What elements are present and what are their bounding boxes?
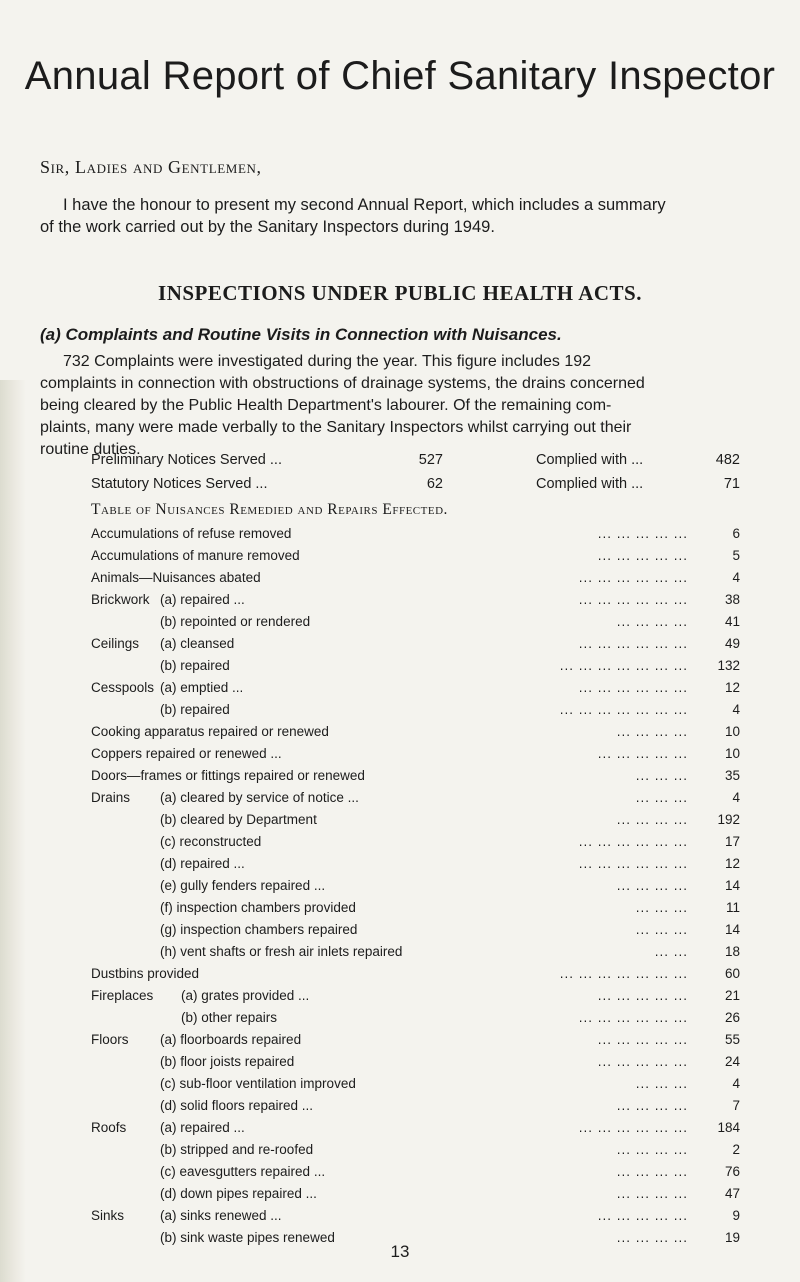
row-item: (a) repaired ... xyxy=(160,592,245,607)
table-row xyxy=(0,944,800,966)
paragraph-line: 732 Complaints were investigated during the year. This figure includes 192 xyxy=(63,353,592,370)
row-leader-dots: ... ... ... ... ... xyxy=(597,548,688,563)
row-category: Dustbins provided xyxy=(91,966,200,981)
row-item: (c) eavesgutters repaired ... xyxy=(160,1164,326,1179)
row-count: 4 xyxy=(732,790,740,805)
row-count: 76 xyxy=(724,1164,740,1179)
row-count: 19 xyxy=(724,1230,740,1245)
row-leader-dots: ... ... ... ... ... ... ... xyxy=(559,966,688,981)
paragraph-line: complaints in connection with obstructions of drainage systems, the drains concerned xyxy=(40,375,645,392)
row-item: (d) down pipes repaired ... xyxy=(160,1186,317,1201)
table-row xyxy=(0,680,800,702)
row-count: 14 xyxy=(724,922,740,937)
row-item: (a) floorboards repaired xyxy=(160,1032,302,1047)
row-leader-dots: ... ... ... xyxy=(635,790,688,805)
table-row xyxy=(0,900,800,922)
notice-label: Preliminary Notices Served ... xyxy=(91,452,282,468)
row-item: (d) repaired ... xyxy=(160,856,245,871)
row-category: Animals—Nuisances abated xyxy=(91,570,261,585)
row-item: (e) gully fenders repaired ... xyxy=(160,878,326,893)
row-category: Cesspools xyxy=(91,680,155,695)
row-item: (a) grates provided ... xyxy=(181,988,310,1003)
row-count: 192 xyxy=(717,812,740,827)
row-leader-dots: ... ... ... ... ... xyxy=(597,1208,688,1223)
paragraph-line: plaints, many were made verbally to the Sanitary Inspectors whilst carrying out their xyxy=(40,419,632,436)
row-count: 4 xyxy=(732,1076,740,1091)
table-row xyxy=(0,570,800,592)
row-leader-dots: ... ... ... xyxy=(635,900,688,915)
row-count: 11 xyxy=(725,900,740,915)
notice-row xyxy=(0,476,800,500)
row-leader-dots: ... ... ... ... xyxy=(616,1164,688,1179)
page-number: 13 xyxy=(390,1242,410,1261)
row-leader-dots: ... ... ... ... ... ... xyxy=(578,834,688,849)
row-category: Drains xyxy=(91,790,131,805)
row-count: 55 xyxy=(724,1032,740,1047)
row-count: 9 xyxy=(732,1208,740,1223)
table-row xyxy=(0,614,800,636)
row-count: 184 xyxy=(717,1120,740,1135)
row-leader-dots: ... ... ... xyxy=(635,922,688,937)
notice-label: Statutory Notices Served ... xyxy=(91,476,268,492)
row-count: 60 xyxy=(724,966,740,981)
row-category: Roofs xyxy=(91,1120,127,1135)
row-leader-dots: ... ... ... ... xyxy=(616,1230,688,1245)
paragraph-line: being cleared by the Public Health Department's labourer. Of the remaining com- xyxy=(40,397,612,414)
table-row xyxy=(0,724,800,746)
row-category: Floors xyxy=(91,1032,129,1047)
row-count: 49 xyxy=(724,636,740,651)
row-count: 6 xyxy=(732,526,740,541)
table-row xyxy=(0,1098,800,1120)
table-row xyxy=(0,1164,800,1186)
table-row xyxy=(0,548,800,570)
row-count: 132 xyxy=(717,658,740,673)
row-count: 35 xyxy=(724,768,740,783)
row-leader-dots: ... ... ... ... ... xyxy=(597,1054,688,1069)
table-row xyxy=(0,812,800,834)
row-item: (b) floor joists repaired xyxy=(160,1054,295,1069)
row-count: 12 xyxy=(724,856,740,871)
row-count: 24 xyxy=(724,1054,740,1069)
row-item: (a) cleansed xyxy=(160,636,235,651)
row-leader-dots: ... ... ... ... xyxy=(616,1098,688,1113)
table-row xyxy=(0,1186,800,1208)
row-category: Doors—frames or fittings repaired or renewed xyxy=(91,768,365,783)
row-item: (b) repointed or rendered xyxy=(160,614,311,629)
row-leader-dots: ... ... ... ... ... ... xyxy=(578,1120,688,1135)
row-leader-dots: ... ... ... ... xyxy=(616,724,688,739)
table-row xyxy=(0,966,800,988)
row-count: 2 xyxy=(732,1142,740,1157)
notice-served: 62 xyxy=(426,476,443,492)
table-row xyxy=(0,592,800,614)
notice-complied-label: Complied with ... xyxy=(536,452,644,468)
row-leader-dots: ... ... ... ... ... ... xyxy=(578,680,688,695)
section-heading: INSPECTIONS UNDER PUBLIC HEALTH ACTS. xyxy=(158,281,642,305)
row-count: 5 xyxy=(732,548,740,563)
table-row xyxy=(0,1076,800,1098)
notice-complied: 482 xyxy=(715,452,740,468)
intro-paragraph xyxy=(40,194,770,238)
notice-row xyxy=(0,452,800,476)
row-count: 14 xyxy=(724,878,740,893)
row-count: 4 xyxy=(732,570,740,585)
table-row xyxy=(0,636,800,658)
paragraph-line: routine duties. xyxy=(40,441,141,458)
notice-complied: 71 xyxy=(723,476,740,492)
row-leader-dots: ... ... ... ... xyxy=(616,878,688,893)
row-category: Fireplaces xyxy=(91,988,154,1003)
row-count: 7 xyxy=(732,1098,740,1113)
row-item: (g) inspection chambers repaired xyxy=(160,922,358,937)
table-row xyxy=(0,702,800,724)
row-count: 12 xyxy=(724,680,740,695)
row-item: (h) vent shafts or fresh air inlets repaired xyxy=(160,944,403,959)
row-count: 4 xyxy=(732,702,740,717)
row-leader-dots: ... ... ... ... xyxy=(616,614,688,629)
intro-line: I have the honour to present my second Annual Report, which includes a summary xyxy=(63,196,666,214)
row-leader-dots: ... ... ... xyxy=(635,1076,688,1091)
row-item: (a) cleared by service of notice ... xyxy=(160,790,359,805)
row-item: (c) reconstructed xyxy=(160,834,262,849)
row-item: (a) repaired ... xyxy=(160,1120,245,1135)
row-leader-dots: ... ... ... ... xyxy=(616,1142,688,1157)
table-row xyxy=(0,768,800,790)
row-item: (d) solid floors repaired ... xyxy=(160,1098,314,1113)
table-row xyxy=(0,922,800,944)
table-title: Table of Nuisances Remedied and Repairs Effected. xyxy=(91,501,448,518)
row-category: Accumulations of manure removed xyxy=(91,548,300,563)
row-category: Accumulations of refuse removed xyxy=(91,526,292,541)
row-leader-dots: ... ... ... ... ... ... xyxy=(578,856,688,871)
salutation: Sir, Ladies and Gentlemen, xyxy=(40,157,262,177)
table-row xyxy=(0,878,800,900)
intro-line: of the work carried out by the Sanitary Inspectors during 1949. xyxy=(40,218,495,236)
row-leader-dots: ... ... ... ... ... ... xyxy=(578,570,688,585)
row-count: 17 xyxy=(724,834,740,849)
table-row xyxy=(0,988,800,1010)
row-leader-dots: ... ... ... ... ... xyxy=(597,1032,688,1047)
table-row xyxy=(0,746,800,768)
row-leader-dots: ... ... xyxy=(654,944,688,959)
row-category: Brickwork xyxy=(91,592,150,607)
table-row xyxy=(0,1054,800,1076)
row-category: Cooking apparatus repaired or renewed xyxy=(91,724,329,739)
row-category: Ceilings xyxy=(91,636,140,651)
table-row xyxy=(0,1142,800,1164)
row-item: (a) sinks renewed ... xyxy=(160,1208,282,1223)
row-item: (b) repaired xyxy=(160,702,230,717)
row-item: (b) other repairs xyxy=(181,1010,278,1025)
row-count: 21 xyxy=(724,988,740,1003)
notice-complied-label: Complied with ... xyxy=(536,476,644,492)
table-row xyxy=(0,1208,800,1230)
table-row xyxy=(0,834,800,856)
row-item: (b) sink waste pipes renewed xyxy=(160,1230,335,1245)
notice-served: 527 xyxy=(418,452,443,468)
row-count: 38 xyxy=(724,592,740,607)
row-count: 10 xyxy=(724,746,740,761)
row-item: (c) sub-floor ventilation improved xyxy=(160,1076,356,1091)
row-leader-dots: ... ... ... ... ... xyxy=(597,526,688,541)
row-leader-dots: ... ... ... ... ... ... xyxy=(578,1010,688,1025)
row-leader-dots: ... ... ... ... ... ... ... xyxy=(559,658,688,673)
table-row xyxy=(0,1032,800,1054)
row-count: 47 xyxy=(724,1186,740,1201)
row-leader-dots: ... ... ... ... ... ... ... xyxy=(559,702,688,717)
table-row xyxy=(0,1120,800,1142)
row-count: 10 xyxy=(724,724,740,739)
row-leader-dots: ... ... ... ... ... xyxy=(597,988,688,1003)
row-count: 26 xyxy=(724,1010,740,1025)
row-item: (b) cleared by Department xyxy=(160,812,317,827)
row-leader-dots: ... ... ... ... ... xyxy=(597,746,688,761)
row-item: (b) repaired xyxy=(160,658,230,673)
row-leader-dots: ... ... ... ... xyxy=(616,812,688,827)
table-row xyxy=(0,526,800,548)
row-item: (b) stripped and re-roofed xyxy=(160,1142,314,1157)
table-row xyxy=(0,856,800,878)
row-count: 18 xyxy=(724,944,740,959)
subsection-heading: (a) Complaints and Routine Visits in Connection with Nuisances. xyxy=(40,325,562,344)
row-leader-dots: ... ... ... xyxy=(635,768,688,783)
row-item: (a) emptied ... xyxy=(160,680,244,695)
page-title: Annual Report of Chief Sanitary Inspector xyxy=(24,54,776,98)
row-category: Sinks xyxy=(91,1208,125,1223)
complaints-paragraph xyxy=(40,351,770,461)
table-row xyxy=(0,790,800,812)
table-row xyxy=(0,1010,800,1032)
row-item: (f) inspection chambers provided xyxy=(160,900,356,915)
row-leader-dots: ... ... ... ... xyxy=(616,1186,688,1201)
row-leader-dots: ... ... ... ... ... ... xyxy=(578,636,688,651)
row-category: Coppers repaired or renewed ... xyxy=(91,746,282,761)
row-count: 41 xyxy=(724,614,740,629)
row-leader-dots: ... ... ... ... ... ... xyxy=(578,592,688,607)
table-row xyxy=(0,658,800,680)
